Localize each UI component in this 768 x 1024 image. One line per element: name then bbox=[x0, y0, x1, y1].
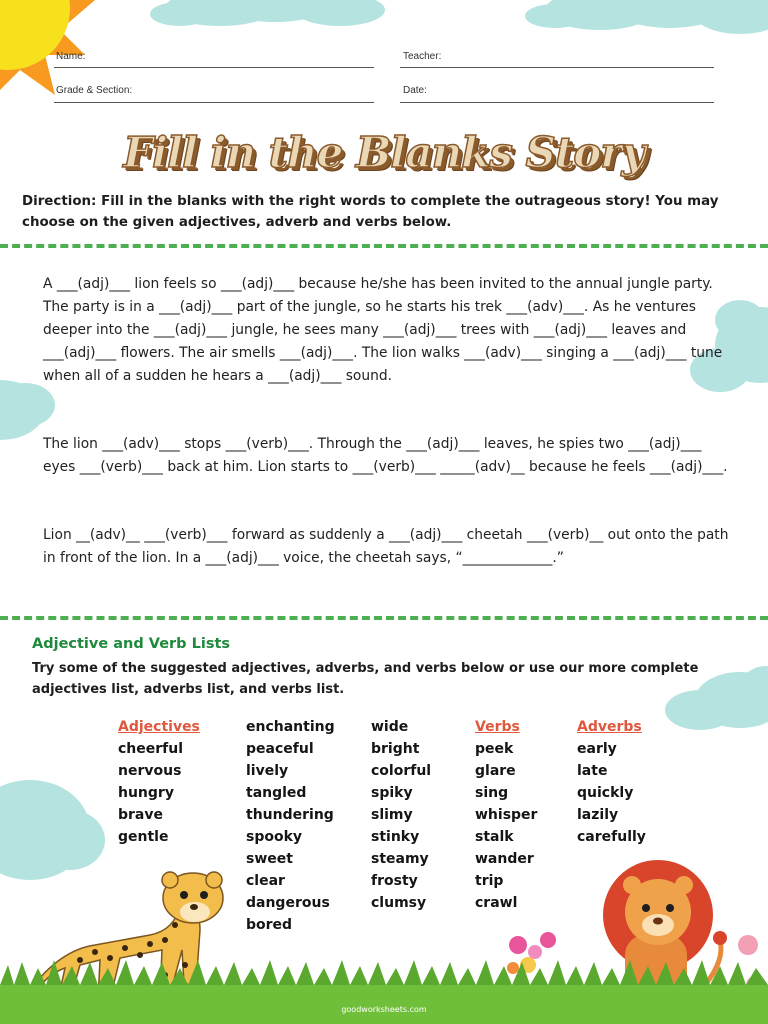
word-item: wide bbox=[371, 719, 409, 735]
word-item: bright bbox=[371, 741, 420, 757]
word-item: hungry bbox=[118, 785, 174, 801]
lists-title: Adjective and Verb Lists bbox=[32, 636, 231, 652]
word-item: clear bbox=[246, 873, 285, 889]
word-item: wander bbox=[475, 851, 534, 867]
word-item: thundering bbox=[246, 807, 334, 823]
word-item: enchanting bbox=[246, 719, 335, 735]
word-item: crawl bbox=[475, 895, 518, 911]
word-item: trip bbox=[475, 873, 504, 889]
date-label: Date: bbox=[403, 85, 427, 96]
page-title: Fill in the Blanks Story bbox=[123, 128, 645, 177]
word-item: whisper bbox=[475, 807, 538, 823]
teacher-label: Teacher: bbox=[403, 51, 442, 62]
word-item: peaceful bbox=[246, 741, 314, 757]
word-item: peek bbox=[475, 741, 514, 757]
word-item: gentle bbox=[118, 829, 169, 845]
verbs-heading: Verbs bbox=[475, 719, 520, 735]
word-item: late bbox=[577, 763, 608, 779]
word-item: stalk bbox=[475, 829, 514, 845]
word-item: early bbox=[577, 741, 617, 757]
lists-description: Try some of the suggested adjectives, adverbs, and verbs below or use our more complete adjectives list, adverbs list, and verbs list. bbox=[32, 661, 699, 697]
word-item: spiky bbox=[371, 785, 413, 801]
word-item: dangerous bbox=[246, 895, 330, 911]
word-item: steamy bbox=[371, 851, 429, 867]
word-item: quickly bbox=[577, 785, 634, 801]
word-item: stinky bbox=[371, 829, 420, 845]
word-item: lazily bbox=[577, 807, 619, 823]
word-item: glare bbox=[475, 763, 516, 779]
word-item: carefully bbox=[577, 829, 646, 845]
story-paragraph-2: The lion ___(adv)___ stops ___(verb)___. Through the ___(adj)___ leaves, he spies two ___(adj)___ eyes ___(verb)___ back at him. Lion starts to ___(verb)___ _____(adv)__ because he feels ___(adj)___. bbox=[43, 436, 728, 475]
word-item: bored bbox=[246, 917, 293, 933]
word-item: nervous bbox=[118, 763, 182, 779]
name-label: Name: bbox=[56, 51, 86, 62]
word-item: sweet bbox=[246, 851, 293, 867]
word-item: tangled bbox=[246, 785, 307, 801]
story-paragraph-1: A ___(adj)___ lion feels so ___(adj)___ because he/she has been invited to the annual jungle party. The party is in a ___(adj)___ part of the jungle, so he starts his trek ___(adv)___. As he ventures deeper into the ___(adj)___ jungle, he sees many ___(adj)___ trees with ___(adj)___ leaves and ___(adj)___ flowers. The air smells ___(adj)___. The lion walks ___(adv)___ singing a ___(adj)___ tune when all of a sudden he hears a ___(adj)___ sound. bbox=[43, 276, 723, 384]
word-item: clumsy bbox=[371, 895, 427, 911]
story-paragraph-3: Lion __(adv)__ ___(verb)___ forward as suddenly a ___(adj)___ cheetah ___(verb)__ out onto the path in front of the lion. In a ___(adj)___ voice, the cheetah says, “_____________.” bbox=[43, 527, 729, 566]
word-item: brave bbox=[118, 807, 163, 823]
footer-credit: goodworksheets.com bbox=[341, 1005, 427, 1014]
word-item: slimy bbox=[371, 807, 413, 823]
word-item: spooky bbox=[246, 829, 303, 845]
adjectives-heading: Adjectives bbox=[118, 719, 200, 735]
word-item: frosty bbox=[371, 873, 418, 889]
word-item: lively bbox=[246, 763, 289, 779]
grade-section-label: Grade & Section: bbox=[56, 85, 133, 96]
word-item: colorful bbox=[371, 763, 432, 779]
direction-text: Direction: Fill in the blanks with the right words to complete the outrageous story! You may choose on the given adjectives, adverb and verbs below. bbox=[22, 194, 719, 230]
word-item: sing bbox=[475, 785, 509, 801]
word-item: cheerful bbox=[118, 741, 184, 757]
adverbs-heading: Adverbs bbox=[577, 719, 642, 735]
